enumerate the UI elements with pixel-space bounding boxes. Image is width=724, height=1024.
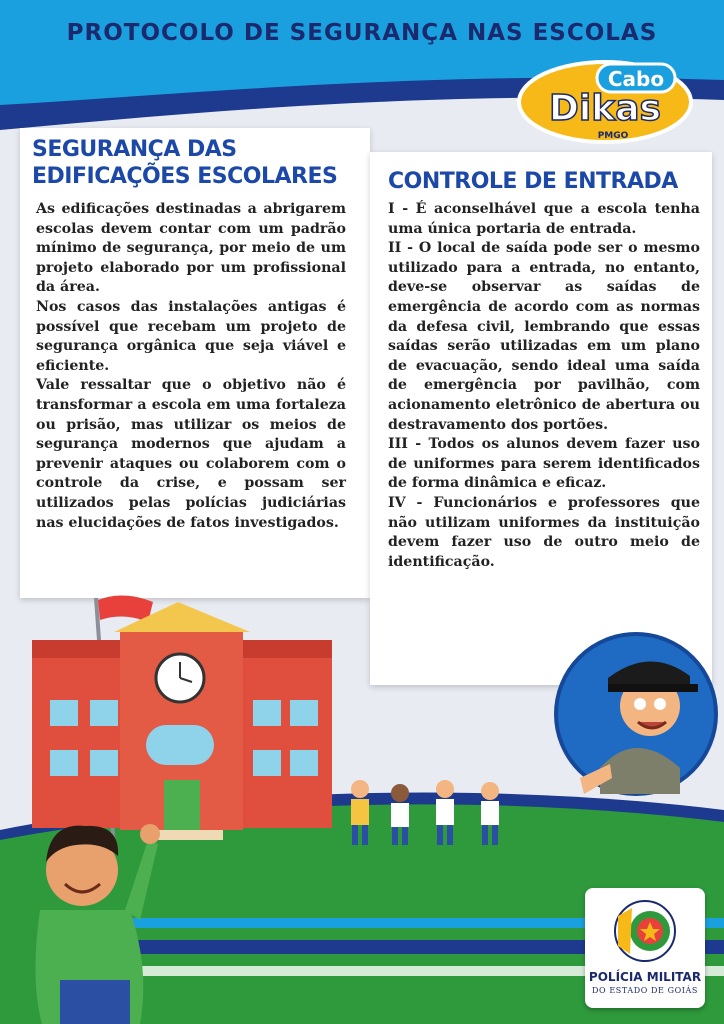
children-illustration bbox=[335, 775, 525, 855]
pm-name: POLÍCIA MILITAR bbox=[588, 970, 702, 984]
logo-line1: Cabo bbox=[607, 67, 665, 91]
entry-paragraph: IV - Funcionários e professores que não utilizam uniformes da instituição devem fazer uso de outro meio de identificação. bbox=[388, 494, 700, 570]
entry-paragraph: I - É aconselhável que a escola tenha uma única portaria de entrada. bbox=[388, 201, 700, 237]
logo-tag: PMGO bbox=[597, 131, 629, 141]
security-title-line1: SEGURANÇA DAS bbox=[32, 137, 237, 162]
entry-control-title: CONTROLE DE ENTRADA bbox=[388, 169, 678, 194]
entry-paragraph: II - O local de saída pode ser o mesmo utilizado para a entrada, no entanto, deve-se observar as saídas de emergência de acordo com as normas da defesa civil, lembrando que essas saídas serão utilizadas em um plano de evacuação, sendo ideal uma saída de emergência por pavilhão, com acionamento eletrônico de abertura ou destravamento dos portões. bbox=[388, 240, 700, 433]
cabo-dikas-logo bbox=[513, 56, 693, 146]
officer-illustration bbox=[540, 618, 720, 802]
security-paragraph: Nos casos das instalações antigas é possível que recebam um projeto de segurança orgânica que seja viável e eficiente. bbox=[36, 298, 346, 374]
security-card-title bbox=[32, 136, 362, 190]
security-paragraph: As edificações destinadas a abrigarem escolas devem contar com um padrão mínimo de segurança, por meio de um projeto elaborado por um profissional da área. bbox=[36, 201, 346, 296]
security-title-line2: EDIFICAÇÕES ESCOLARES bbox=[32, 164, 338, 189]
security-card-body bbox=[36, 200, 346, 533]
entry-paragraph: III - Todos os alunos devem fazer uso de uniformes para serem identificados de forma dinâmica e eficaz. bbox=[388, 436, 700, 492]
security-paragraph: Vale ressaltar que o objetivo não é transformar a escola em uma fortaleza ou prisão, mas utilizar os meios de segurança modernos que ajudam a prevenir ataques ou colaborem com o controle da crise, e possam ser utilizados pelas polícias judiciárias nas elucidações de fatos investigados. bbox=[36, 377, 346, 531]
page-title: PROTOCOLO DE SEGURANÇA NAS ESCOLAS bbox=[66, 20, 658, 46]
logo-line2: Dikas bbox=[549, 88, 661, 129]
boy-illustration bbox=[30, 800, 160, 1024]
entry-control-body bbox=[388, 200, 700, 572]
pm-crest-icon bbox=[610, 898, 680, 964]
pm-subtitle: DO ESTADO DE GOIÁS bbox=[592, 986, 698, 995]
